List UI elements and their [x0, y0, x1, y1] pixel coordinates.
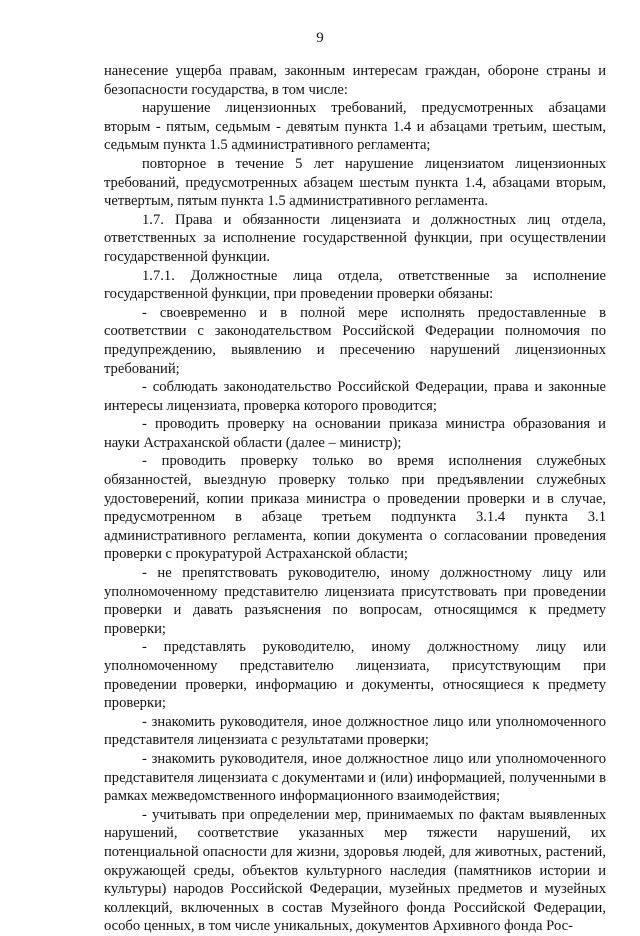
list-item: - знакомить руководителя, иное должностное лицо или уполномоченного представителя лицензиата с результатами проверки; — [104, 713, 606, 749]
list-item: - соблюдать законодательство Российской Федерации, права и законные интересы лицензиата, проверка которого проводится; — [104, 379, 606, 414]
paragraph: повторное в течение 5 лет нарушение лицензиатом лицензионных требований, предусмотренных абзацем шестым пункта 1.4, абзацами вторым, четвертым, пятым пункта 1.5 административного регламента. — [104, 155, 606, 210]
section-heading-1-7: 1.7. Права и обязанности лицензиата и должностных лиц отдела, ответственных за исполнение государственной функции, при осуществлении государственной функции. — [104, 211, 606, 265]
list-item: - не препятствовать руководителю, иному должностному лицу или уполномоченному представителю лицензиата присутствовать при проведении проверки и давать разъяснения по вопросам, относящимся к предмету проверки; — [104, 565, 606, 637]
document-body — [104, 62, 606, 936]
page-number: 9 — [316, 30, 324, 46]
list-item: - проводить проверку только во время исполнения служебных обязанностей, выездную проверку только при предъявлении служебных удостоверений, копии приказа министра о проведении проверки и в случае, предусмотренном в абзаце третьем подпункта 3.1.4 пункта 3.1 административного регламента, копии документа о согласовании проведения проверки с прокуратурой Астраханской области; — [104, 453, 606, 563]
list-item: - представлять руководителю, иному должностному лицу или уполномоченному представителю лицензиата, присутствующим при проведении проверки, информацию и документы, относящиеся к предмету проверки; — [104, 639, 606, 712]
list-item: - учитывать при определении мер, принимаемых по фактам выявленных нарушений, соответствие указанных мер тяжести нарушений, их потенциальной опасности для жизни, здоровья людей, для животных, растений, окружающей среды, объектов культурного наследия (памятников истории и культуры) народов Российской Федерации, музейных предметов и музейных коллекций, включенных в состав Музейного фонда Российской Федерации, особо ценных, в том числе уникальных, документов Архивного фонда Рос- — [104, 806, 606, 935]
paragraph: нанесение ущерба правам, законным интересам граждан, обороне страны и безопасности государства, в том числе: — [104, 63, 606, 98]
subsection-heading-1-7-1: 1.7.1. Должностные лица отдела, ответственные за исполнение государственной функции, при проведении проверки обязаны: — [104, 267, 606, 303]
list-item: - знакомить руководителя, иное должностное лицо или уполномоченного представителя лицензиата с документами и (или) информацией, полученными в рамках межведомственного информационного взаимодействия; — [104, 750, 606, 805]
paragraph: нарушение лицензионных требований, предусмотренных абзацами вторым - пятым, седьмым - девятым пункта 1.4 и абзацами третьим, шестым, седьмым пункта 1.5 административного регламента; — [104, 100, 606, 154]
list-item: - проводить проверку на основании приказа министра образования и науки Астраханской области (далее – министр); — [104, 416, 606, 451]
list-item: - своевременно и в полной мере исполнять предоставленные в соответствии с законодательством Российской Федерации полномочия по предупреждению, выявлению и пресечению нарушений лицензионных требований; — [104, 304, 606, 377]
